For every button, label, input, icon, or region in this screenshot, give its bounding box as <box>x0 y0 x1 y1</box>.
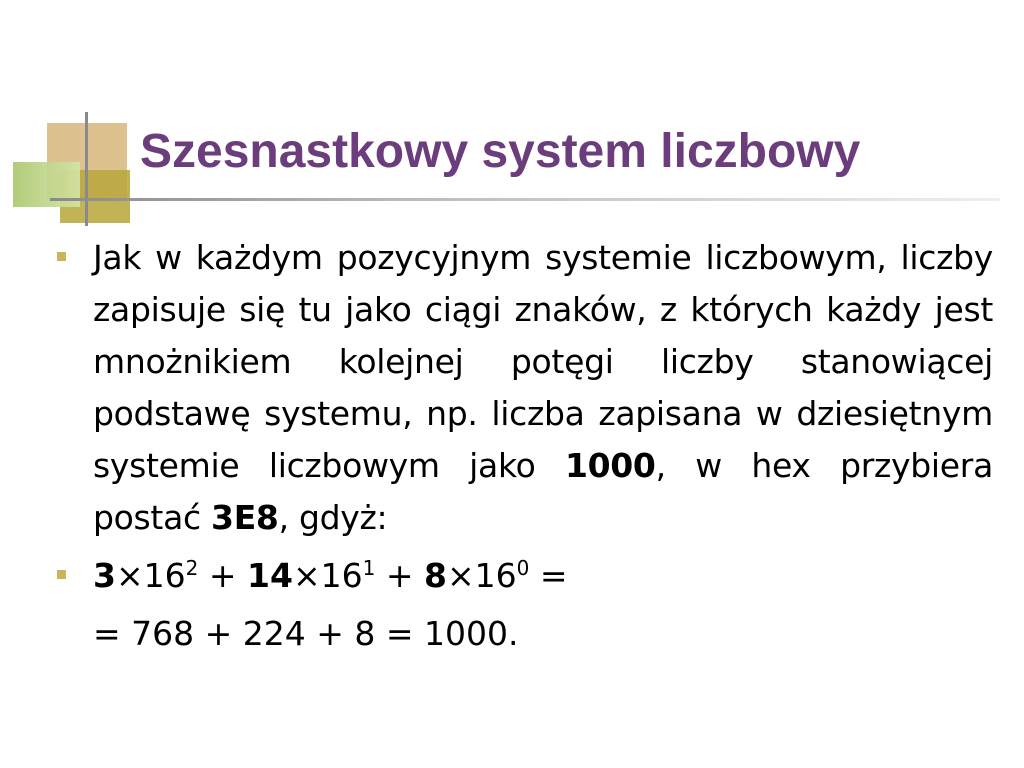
equals-sign: = <box>529 556 568 595</box>
explanation-text-part-1: Jak w każdym pozycyjnym systemie liczbowym, liczby zapisuje się tu jako ciągi znaków, z których każdy jest mnożnikiem kolejnej potęgi liczby stanowiącej podstawę systemu, np. liczba zapisana w dziesiętnym systemie liczbowym jako <box>93 238 993 485</box>
digit-8: 8 <box>423 556 447 595</box>
explanation-text-part-3: , gdyż: <box>278 498 388 537</box>
slide-title: Szesnastkowy system liczbowy <box>140 125 861 178</box>
plus-sign: + <box>198 556 247 595</box>
exponent-0: 0 <box>516 556 530 580</box>
exponent-1: 1 <box>362 556 376 580</box>
expansion-formula <box>93 550 993 602</box>
square-bullet-icon <box>57 252 66 261</box>
base-16-term: ×16 <box>446 556 517 595</box>
explanation-text-part-2: , w hex przybiera postać <box>93 446 993 537</box>
exponent-2: 2 <box>185 556 199 580</box>
result-line: = 768 + 224 + 8 = 1000. <box>93 614 519 653</box>
explanation-paragraph <box>93 232 993 544</box>
digit-3: 3 <box>93 556 116 595</box>
title-underline <box>50 198 1000 201</box>
bullet-item-formula <box>55 550 993 602</box>
square-bullet-icon <box>57 570 66 579</box>
base-16-term: ×16 <box>292 556 363 595</box>
plus-sign: + <box>375 556 424 595</box>
bullet-item-explanation <box>55 232 993 544</box>
decimal-number: 1000 <box>564 446 656 485</box>
hex-number: 3E8 <box>211 498 279 537</box>
digit-14: 14 <box>247 556 293 595</box>
base-16-term: ×16 <box>115 556 186 595</box>
decorative-vertical-line <box>85 112 88 226</box>
slide-body <box>55 232 993 660</box>
